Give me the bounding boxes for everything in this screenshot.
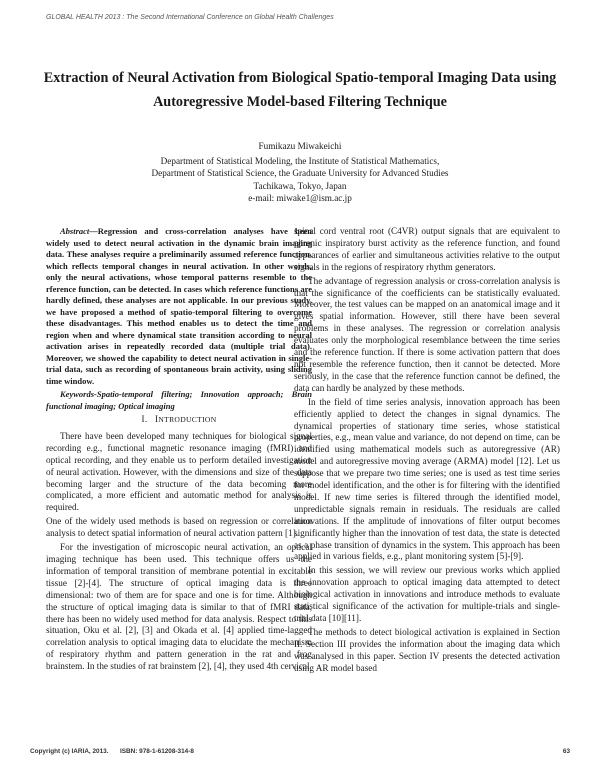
keywords-text: Spatio-temporal filtering; Innovation approach; Brain functional imaging; Optical imaging <box>46 389 312 411</box>
section-number: I. <box>141 414 148 424</box>
affiliation-line-2: Department of Statistical Science, the Graduate University for Advanced Studies <box>151 168 449 179</box>
abstract-text: —Regression and cross-correlation analyses have been widely used to detect neural activation in the dynamic brain imaging data. These analyses require a preliminarily assumed reference function, which reflects temporal changes in neural activation. In other words, only the neural activations, whose temporal patterns resemble to the rference function, can be detected. In cases which reference functions are hardly defined, these analyses are not applicable. In our previous study, we have proposed a method of spatio-temporal filtering to overcome these disadvantages. This method enables us to detect the time and region when and where dynamical state transition according to neural activation arises in repeatedly recorded data (multiple trial data). Moreover, we showed the capability to detect neural activation in single-trial data, such as recording of spontaneous brain activity, using sliding time window. <box>46 226 312 386</box>
section-title-initial: I <box>155 414 159 424</box>
footer-isbn: ISBN: 978-1-61208-314-8 <box>120 748 194 755</box>
right-paragraph-1: spinal cord ventral root (C4VR) output signals that are equivalent to phrenic inspiratory burst activity as the reference function, and found appearances of earlier and simultaneous activities relative to the output signals in the regions of respiratory rhythm generators. <box>294 226 560 272</box>
intro-paragraph-3: For the investigation of microscopic neural activation, an optical imaging technique has been used. This technique offers us the information of temporal transition of membrane potential in excitable tissue [2]-[4]. The structure of optical imaging data is three dimensional: two of them are for space and one is for time. Although the structure of optical imaging data is similar to that of fMRI data, there has been no widely used method for data analysis. Respect to this situation, Oku et al. [2], [3] and Okada et al. [4] applied time-lagged correlation analysis to optical imaging data to elucidate the mechanism of respiratory rhythm and pattern generation in the rat and frog brainstem. In the studies of rat brainstem [2], [4], they used 4th cervical <box>46 542 312 672</box>
section-title-rest: NTRODUCTION <box>158 415 217 424</box>
author-email: e-mail: miwake1@ism.ac.jp <box>248 192 352 203</box>
right-paragraph-2: The advantage of regression analysis or cross-correlation analysis is that the significance of the coefficients can be statistically evaluated. Moreover, the test values can be mapped on an anatomical image and it gives spatial information. However, still there have been several problems in these analyses. The regression or correlation analysis evaluates only the morphological resemblance between the time series and the reference function. If there is some activation pattern that does not resemble the reference function, then it cannot be detected. More seriously, in the case that the reference function cannot be defined, the data can hardly be analyzed by these methods. <box>294 275 560 393</box>
intro-paragraph-1: There have been developed many techniques for biological signal recording e.g., functional magnetic resonance imaging (fMRI) and optical recording, and they enable us to perform detailed investigation of neural activation. However, with the dimensions and size of the data becoming larger and the structure of the data becoming more complicated, a more efficient and automatic method for analysis is required. <box>46 430 312 513</box>
affiliation-line-1: Department of Statistical Modeling, the Institute of Statistical Mathematics, <box>160 156 440 167</box>
keywords-label: Keywords- <box>60 389 97 399</box>
left-column <box>46 226 312 675</box>
right-paragraph-5: The methods to detect biological activation is explained in Section II. Section III provides the information about the imaging data which was analysed in this paper. Section IV presents the detected activation using AR model based <box>294 626 560 673</box>
running-header: GLOBAL HEALTH 2013 : The Second International Conference on Global Health Challenges <box>46 14 334 21</box>
keywords <box>46 389 312 412</box>
paper-title: Extraction of Neural Activation from Biological Spatio-temporal Imaging Data using Autoregressive Model-based Filtering Technique <box>43 70 557 110</box>
footer-copyright: Copyright (c) IARIA, 2013. <box>30 748 109 755</box>
right-paragraph-3: In the field of time series analysis, innovation approach has been efficiently applied to detect the changes in signal dynamics. The dynamical properties of stationary time series, whose statistical properties, e.g., mean value and variance, do not depend on time, can be identified using mathematical models such as autoregressive (AR) model and autoregressive moving average (ARMA) model [12]. Let us suppose that we prepare two time series; one is used as test time series for model identification, and the other is for filtering with the identified model. If new time series is filtered through the identified model, unpredictable signals remain in residuals. The residuals are called innovations. If the amplitude of innovations of filter output becomes significantly higher than the innovation of test data, the state is detected as a phase transition of dynamics in the system. This approach has been applied in various fields, e.g., plant monitoring system [5]-[9]. <box>294 396 560 562</box>
author-block <box>30 140 570 204</box>
author-location: Tachikawa, Tokyo, Japan <box>253 180 347 191</box>
abstract-label: Abstract <box>60 226 90 236</box>
author-name: Fumikazu Miwakeichi <box>258 141 342 151</box>
right-paragraph-4: In this session, we will review our previous works which applied the innovation approach to optical imaging data attempted to detect biological activation in innovations and introduce methods to evaluate statistical significance of the activation for multiple-trials and single-trial data [10][11]. <box>294 565 560 623</box>
section-heading-introduction <box>46 414 312 426</box>
page-number: 63 <box>562 748 570 755</box>
abstract <box>46 226 312 387</box>
right-column <box>294 226 560 677</box>
intro-paragraph-2: One of the widely used methods is based on regression or correlation analysis to detect spatial information of neural activation pattern [1]. <box>46 516 312 539</box>
